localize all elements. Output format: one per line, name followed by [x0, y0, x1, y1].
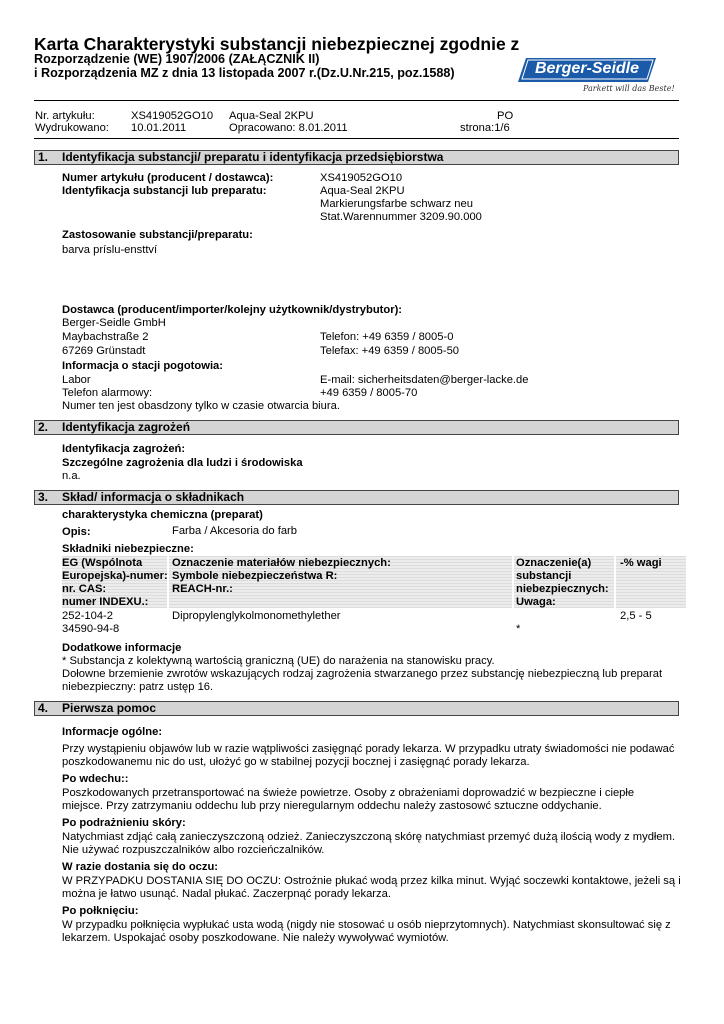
s3-additional-label: Dodatkowe informacje	[62, 642, 182, 654]
s1-art-label: Numer artykułu (producent / dostawca):	[62, 172, 274, 184]
s4-general-1: Przy wystąpieniu objawów lub w razie wątpliwości zasięgnąć porady lekarza. W przypadku utraty świadomości nie podawać	[62, 743, 675, 755]
th-col3-line-1: Oznaczenie(a)	[516, 557, 592, 569]
s2-line-1: Identyfikacja zagrożeń:	[62, 443, 186, 455]
s3-additional-3: niebezpieczny: patrz ustęp 16.	[62, 681, 214, 693]
section-4-header	[34, 701, 679, 716]
meta-product: Aqua-Seal 2KPU	[229, 110, 314, 122]
th-col1-line-1: EG (Wspólnota	[62, 557, 143, 569]
th-col3-line-3: niebezpiecznych:	[516, 583, 609, 595]
s3-ingredients-label: Składniki niebezpieczne:	[62, 543, 194, 555]
s3-chem: charakterystyka chemiczna (preparat)	[62, 509, 263, 521]
s4-general-2: poszkodowanemu nic do ust, ułożyć go w stabilnej pozycji bocznej i zasięgnąć porady lekarza.	[62, 756, 530, 768]
berger-seidle-logo	[516, 57, 658, 83]
s4-swallow-2: lekarzem. Uspokajać osoby poszkodowane. Nie należy wywoływać wymiotów.	[62, 932, 449, 944]
logo-text: Berger-Seidle	[534, 60, 640, 77]
th-col2-line-3: REACH-nr.:	[172, 583, 233, 595]
s2-line-2: Szczególne zagrożenia dla ludzi i środowiska	[62, 457, 303, 469]
s2-line-3: n.a.	[62, 470, 81, 482]
s1-use-value: barva príslu-ensttví	[62, 244, 158, 256]
th-col2-line-1: Oznaczenie materiałów niebezpiecznych:	[172, 557, 391, 569]
s4-skin-2: Nie używać rozpuszczalników albo rozcieńczalników.	[62, 844, 325, 856]
section-4-number: 4.	[38, 701, 49, 715]
th-col1-line-4: numer INDEXU.:	[62, 596, 149, 608]
s1-city: 67269 Grünstadt	[62, 345, 146, 357]
meta-page: strona:1/6	[460, 122, 510, 134]
logo-slogan: Parkett will das Beste!	[583, 84, 675, 93]
s4-eye-label: W razie dostania się do oczu:	[62, 861, 219, 873]
meta-art-value: XS419052GO10	[131, 110, 214, 122]
document-subtitle-2: i Rozporządzenia MZ z dnia 13 listopada 2007 r.(Dz.U.Nr.215, poz.1588)	[34, 66, 455, 80]
section-3-header	[34, 490, 679, 505]
s4-swallow-1: W przypadku połknięcia wypłukać usta wodą (nigdy nie stosować u osób nieprzytomnych). Natychmiast skonsultować się z	[62, 919, 671, 931]
s1-use-label: Zastosowanie substancji/preparatu:	[62, 229, 253, 241]
s1-phone: Telefon: +49 6359 / 8005-0	[320, 331, 454, 343]
th-col2-line-2: Symbole niebezpieczeństwa R:	[172, 570, 338, 582]
s4-inhalation-1: Poszkodowanych przetransportować na świeże powietrze. Osoby z obrażeniami doprowadzić w bezpieczne i ciepłe	[62, 787, 635, 799]
section-3-title: Skład/ informacja o składnikach	[62, 490, 245, 504]
meta-printed-value: 10.01.2011	[131, 122, 187, 134]
meta-lang: PO	[497, 110, 514, 122]
meta-rule	[34, 138, 679, 139]
s1-art-value: XS419052GO10	[320, 172, 403, 184]
s4-skin-1: Natychmiast zdjąć całą zanieczyszczoną odzież. Zanieczyszczoną skórę natychmiast przemyć dużą ilością wody z mydłem.	[62, 831, 676, 843]
s1-note: Numer ten jest obasdzony tylko w czasie otwarcia biura.	[62, 400, 340, 412]
section-2-header	[34, 420, 679, 435]
s4-inhalation-label: Po wdechu::	[62, 773, 129, 785]
s1-alarm-label: Telefon alarmowy:	[62, 387, 153, 399]
th-col3-line-2: substancji	[516, 570, 572, 582]
s4-general-label: Informacje ogólne:	[62, 726, 163, 738]
s4-skin-label: Po podrażnieniu skóry:	[62, 817, 186, 829]
s1-email: E-mail: sicherheitsdaten@berger-lacke.de	[320, 374, 529, 386]
section-3-number: 3.	[38, 490, 49, 504]
document-title: Karta Charakterystyki substancji niebezpiecznej zgodnie z	[34, 34, 520, 54]
th-col1-line-2: Europejska)-numer:	[62, 570, 168, 582]
th-col4: -% wagi	[620, 557, 662, 569]
s4-inhalation-2: miejsce. Przy zatrzymaniu oddechu lub przy nieregularnym oddechu należy zastosowć sztuczne oddychanie.	[62, 800, 602, 812]
meta-printed-label: Wydrukowano:	[35, 122, 109, 134]
th-col1-line-3: nr. CAS:	[62, 583, 107, 595]
s4-eye-1: W PRZYPADKU DOSTANIA SIĘ DO OCZU: Ostrożnie płukać wodą przez kilka minut. Wyjąć soczewki kontaktowe, jeżeli są i	[62, 875, 681, 887]
s1-supplier-label: Dostawca (producent/importer/kolejny użytkownik/dystrybutor):	[62, 304, 403, 316]
s1-id-value-3: Stat.Warennummer 3209.90.000	[320, 211, 482, 223]
s3-opis-value: Farba / Akcesoria do farb	[172, 525, 297, 537]
section-1-title: Identyfikacja substancji/ preparatu i identyfikacja przedsiębiorstwa	[62, 150, 444, 164]
row-cas-number: 34590-94-8	[62, 623, 120, 635]
s4-eye-2: można je łatwo usunąć. Nadal płukać. Zaczerpnąć porady lekarza.	[62, 888, 391, 900]
section-2-title: Identyfikacja zagrożeń	[62, 420, 191, 434]
s3-additional-2: Dołowne brzemienie zwrotów wskazujących rodzaj zagrożenia stwarzanego przez substancję niebezpieczną lub preparat	[62, 668, 663, 680]
s1-alarm-value: +49 6359 / 8005-70	[320, 387, 418, 399]
row-eg-number: 252-104-2	[62, 610, 114, 622]
s1-fax: Telefax: +49 6359 / 8005-50	[320, 345, 460, 357]
s1-id-value-2: Markierungsfarbe schwarz neu	[320, 198, 473, 210]
section-1-header	[34, 150, 679, 165]
s1-street: Maybachstraße 2	[62, 331, 149, 343]
header-rule	[34, 100, 679, 101]
s1-labor: Labor	[62, 374, 91, 386]
section-1-number: 1.	[38, 150, 49, 164]
s3-opis-label: Opis:	[62, 526, 91, 538]
section-4-title: Pierwsza pomoc	[62, 701, 157, 715]
th-col3-line-4: Uwaga:	[516, 596, 556, 608]
meta-prepared: Opracowano: 8.01.2011	[229, 122, 348, 134]
s1-id-value-1: Aqua-Seal 2KPU	[320, 185, 405, 197]
section-2-number: 2.	[38, 420, 49, 434]
s1-emergency-label: Informacja o stacji pogotowia:	[62, 360, 223, 372]
s4-swallow-label: Po połknięciu:	[62, 905, 139, 917]
s3-additional-1: * Substancja z kolektywną wartością graniczną (UE) do narażenia na stanowisku pracy.	[62, 655, 495, 667]
s1-id-label: Identyfikacja substancji lub preparatu:	[62, 185, 267, 197]
meta-art-label: Nr. artykułu:	[35, 110, 95, 122]
document-subtitle-1: Rozporządzenie (WE) 1907/2006 (ZAŁĄCZNIK II)	[34, 52, 320, 66]
row-weight-percent: 2,5 - 5	[620, 610, 652, 622]
row-note-mark: *	[516, 623, 521, 635]
s1-company: Berger-Seidle GmbH	[62, 317, 166, 329]
row-substance-name: Dipropylenglykolmonomethylether	[172, 610, 341, 622]
